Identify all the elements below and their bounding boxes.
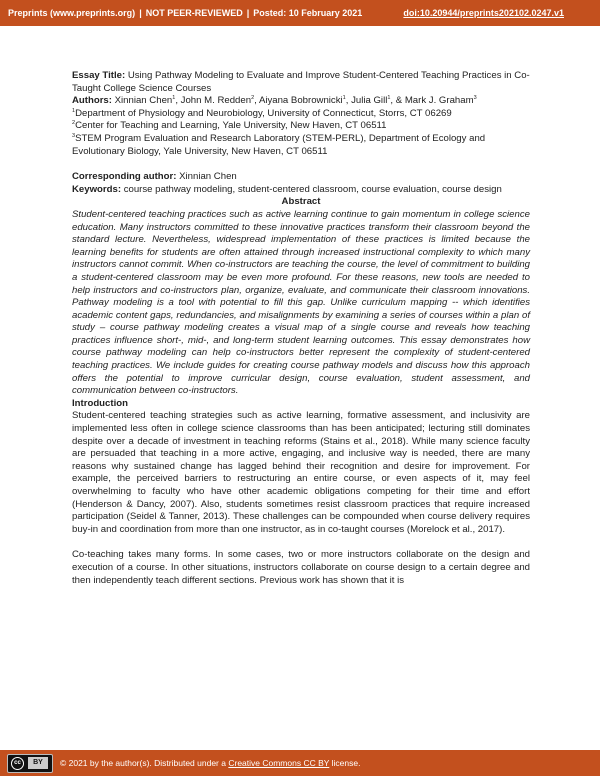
- license-link[interactable]: Creative Commons CC BY: [228, 758, 330, 768]
- author-separator: ,: [345, 95, 352, 107]
- essay-title: Using Pathway Modeling to Evaluate and Improve Student-Centered Teaching Practices in Co-Taught College Science Courses: [72, 70, 530, 94]
- authors-line: [72, 95, 530, 108]
- author-affiliation-mark: 1: [172, 95, 176, 101]
- author-list: [115, 95, 477, 106]
- abstract-heading: Abstract: [281, 196, 321, 208]
- authors-label: Authors:: [72, 95, 112, 107]
- author-name: Xinnian Chen: [114, 95, 173, 107]
- affiliation-text: Center for Teaching and Learning, Yale University, New Haven, CT 06511: [75, 120, 387, 132]
- author-name: Aiyana Bobrownicki: [258, 95, 343, 107]
- abstract-text: Student-centered teaching practices such as active learning continue to gain momentum in college science education. Many instructors committed to these innovative practices transform their classroom beyond the standard lecture. Nevertheless, widespread implementation of these practices is limited because the learning benefits for students are often attained through increased instructional complexity to which many instructors cannot commit. When co-instructors are teaching the course, the level of commitment to building a student-centered classroom may be even more profound. For these reasons, new tools are needed to help instructors and co-instructors plan, organize, evaluate, and communicate their classroom innovations. Pathway modeling is a tool with potential to fill this gap. Unlike curriculum mapping -- which identifies academic content gaps, redundancies, and misalignments by examining a series of courses within a plan of study – course pathway modeling creates a visual map of a single course and reveals how teaching practices influence short-, mid-, and long-term student learning outcomes. This essay demonstrates how course pathway modeling can help co-instructors better represent the complexity of student-centered teaching practices. We include guides for creating course pathway models and discuss how this approach offers the potential to improve curricular design, course evaluation, student assessment, and communication between co-instructors.: [72, 208, 530, 397]
- keywords: [72, 184, 530, 197]
- copyright-text: © 2021 by the author(s). Distributed under a: [60, 758, 226, 768]
- author-separator: , &: [390, 95, 405, 107]
- affiliation: [72, 120, 530, 133]
- affiliation-mark: 3: [72, 132, 76, 139]
- author-separator: ,: [254, 95, 259, 107]
- cc-by-badge[interactable]: [7, 754, 53, 773]
- license-text: [60, 758, 360, 768]
- doi-link[interactable]: doi:10.20944/preprints202102.0247.v1: [403, 8, 564, 18]
- author-name: Julia Gill: [351, 95, 388, 107]
- author-affiliation-mark: 3: [473, 95, 477, 101]
- affiliation: [72, 133, 530, 158]
- essay-title-label: Essay Title:: [72, 70, 126, 81]
- essay-title-block: [72, 70, 530, 95]
- keywords-text: course pathway modeling, student-centered classroom, course evaluation, course design: [123, 183, 502, 195]
- affiliation-text: STEM Program Evaluation and Research Laboratory (STEM-PERL), Department of Ecology and Evolutionary Biology, Yale University, New Haven, CT 06511: [72, 132, 486, 157]
- site-link[interactable]: Preprints (www.preprints.org): [8, 8, 136, 18]
- affiliations: [72, 108, 530, 158]
- keywords-label: Keywords:: [72, 183, 122, 195]
- corresponding-name: Xinnian Chen: [179, 171, 237, 183]
- author-affiliation-mark: 2: [251, 95, 255, 101]
- author-name: Mark J. Graham: [404, 95, 474, 107]
- corresponding-author: [72, 171, 530, 184]
- intro-paragraph: Student-centered teaching strategies such as active learning, formative assessment, and inclusivity are implemented less often in college science classrooms than has been anticipated; lecturing still dominates despite over a decade of investment in teaching reforms (Stains et al., 2018). While many science faculty are persuaded that teaching in a more active, engaging, and inclusive way is needed, there are many reasons why sustained change has lagged behind their recognition and desire for improvement. For example, the perceived barriers to restructuring an entire course, or even aspects of it, may feel overwhelming to faculty who have other academic obligations competing for their time and effort (Henderson & Dancy, 2007). Also, students sometimes resist classroom practices that require increased participation (Seidel & Tanner, 2013). These challenges can be compounded when course delivery requires buy-in and coordination from more than one instructor, as in co-taught courses (Morelock et al., 2017).: [72, 410, 530, 535]
- header-separator: |: [246, 8, 250, 18]
- affiliation-text: Department of Physiology and Neurobiology, University of Connecticut, Storrs, CT 06269: [75, 107, 452, 119]
- affiliation-mark: 1: [72, 107, 76, 114]
- author-affiliation-mark: 1: [342, 95, 346, 101]
- review-status: NOT PEER-REVIEWED: [145, 8, 243, 18]
- introduction-heading: Introduction: [72, 397, 128, 409]
- affiliation-mark: 2: [72, 120, 76, 127]
- author-affiliation-mark: 1: [387, 95, 391, 101]
- author-separator: ,: [175, 95, 181, 107]
- header-separator: |: [139, 8, 142, 18]
- corresponding-label: Corresponding author:: [72, 171, 177, 183]
- license-footer: [0, 750, 600, 776]
- cc-icon: cc: [11, 757, 24, 770]
- header-left: [8, 8, 362, 18]
- intro-paragraph: Co-teaching takes many forms. In some cases, two or more instructors collaborate on the design and execution of a course. In other situations, instructors collaborate on course design to a certain degree and then independently teach different sections. Previous work has shown that it is: [72, 549, 530, 586]
- preprint-header-banner: [0, 0, 600, 26]
- author-name: John M. Redden: [180, 95, 252, 107]
- affiliation: [72, 108, 530, 121]
- posted-date: Posted: 10 February 2021: [253, 8, 363, 18]
- by-icon: BY: [28, 757, 48, 769]
- paper-body: [72, 70, 530, 587]
- license-tail: license.: [331, 758, 361, 768]
- authors-block: [72, 95, 530, 158]
